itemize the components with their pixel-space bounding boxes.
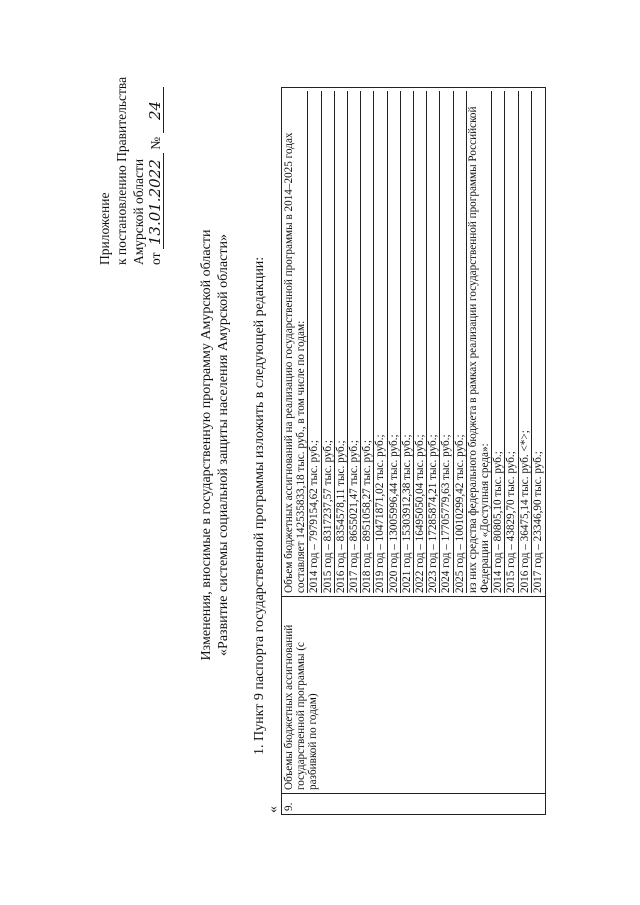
year-line: 2015 год – 8317237,57 тыс. руб.; <box>322 91 335 593</box>
appendix-line-1: к постановлению Правительства <box>114 76 129 265</box>
opening-quote: « <box>266 806 281 813</box>
year-line: 2014 год – 7979154,62 тыс. руб.; <box>308 91 321 593</box>
year-line: 2020 год – 13005996,44 тыс. руб.; <box>388 91 401 593</box>
year-line: 2019 год – 10471871,02 тыс. руб.; <box>374 91 387 593</box>
handwritten-number: 24 <box>148 88 164 134</box>
year-line: 2023 год – 17285874,21 тыс. руб.; <box>427 91 440 593</box>
row-number-cell <box>282 794 546 815</box>
year-line: 2017 год – 8655021,47 тыс. руб.; <box>348 91 361 593</box>
year-line: 2024 год – 17705779,63 тыс. руб.; <box>440 91 453 593</box>
appendix-block <box>96 5 164 265</box>
appendix-line-2: Амурской области <box>131 158 146 265</box>
year-line: 2022 год – 16495050,04 тыс. руб.; <box>414 91 427 593</box>
year-line: 2025 год – 10010299,42 тыс. руб.; <box>454 91 467 593</box>
amendment-intro: 1. Пункт 9 паспорта государственной программы изложить в следующей редакции: <box>252 256 267 755</box>
year-line: 2021 год – 15303912,38 тыс. руб.; <box>401 91 414 593</box>
appendix-title: Приложение <box>97 192 112 265</box>
row-title-cell <box>282 597 546 794</box>
total-allocation-text: Объем бюджетных ассигнований на реализацию государственной программы в 2014–2025 годах составляет 142535833,18 тыс. руб., в том числе по годам: <box>283 91 308 593</box>
table-row <box>282 88 546 815</box>
heading-line-2: «Развитие системы социальной защиты населения Амурской области» <box>216 234 231 656</box>
year-line: 2016 год – 8354578,11 тыс. руб.; <box>335 91 348 593</box>
document-heading <box>198 175 232 715</box>
row-value-cell <box>282 88 546 597</box>
federal-funds-text: из них средства федерального бюджета в рамках реализации государственной программы Российской Федерации «Доступная среда»: <box>467 91 492 593</box>
row-title: Объемы бюджетных ассигнований государственной программы (с разбивкой по годам) <box>283 624 320 790</box>
year-line: 2018 год – 8951058,27 тыс. руб.; <box>361 91 374 593</box>
federal-year-line: 2017 год – 23346,90 тыс. руб.; <box>531 451 544 593</box>
number-prefix: № <box>148 136 163 150</box>
federal-year-line: 2015 год – 43829,70 тыс. руб.; <box>505 91 518 593</box>
appendix-date-line <box>147 5 164 265</box>
date-prefix: от <box>148 252 163 265</box>
passport-table <box>281 87 546 815</box>
federal-year-line: 2016 год – 36475,14 тыс. руб. <*>; <box>519 91 532 593</box>
row-number: 9. <box>283 802 295 811</box>
handwritten-date: 13.01.2022 <box>148 153 164 249</box>
federal-year-line: 2014 год – 80805,10 тыс. руб.; <box>492 91 505 593</box>
heading-line-1: Изменения, вносимые в государственную программу Амурской области <box>199 229 214 661</box>
